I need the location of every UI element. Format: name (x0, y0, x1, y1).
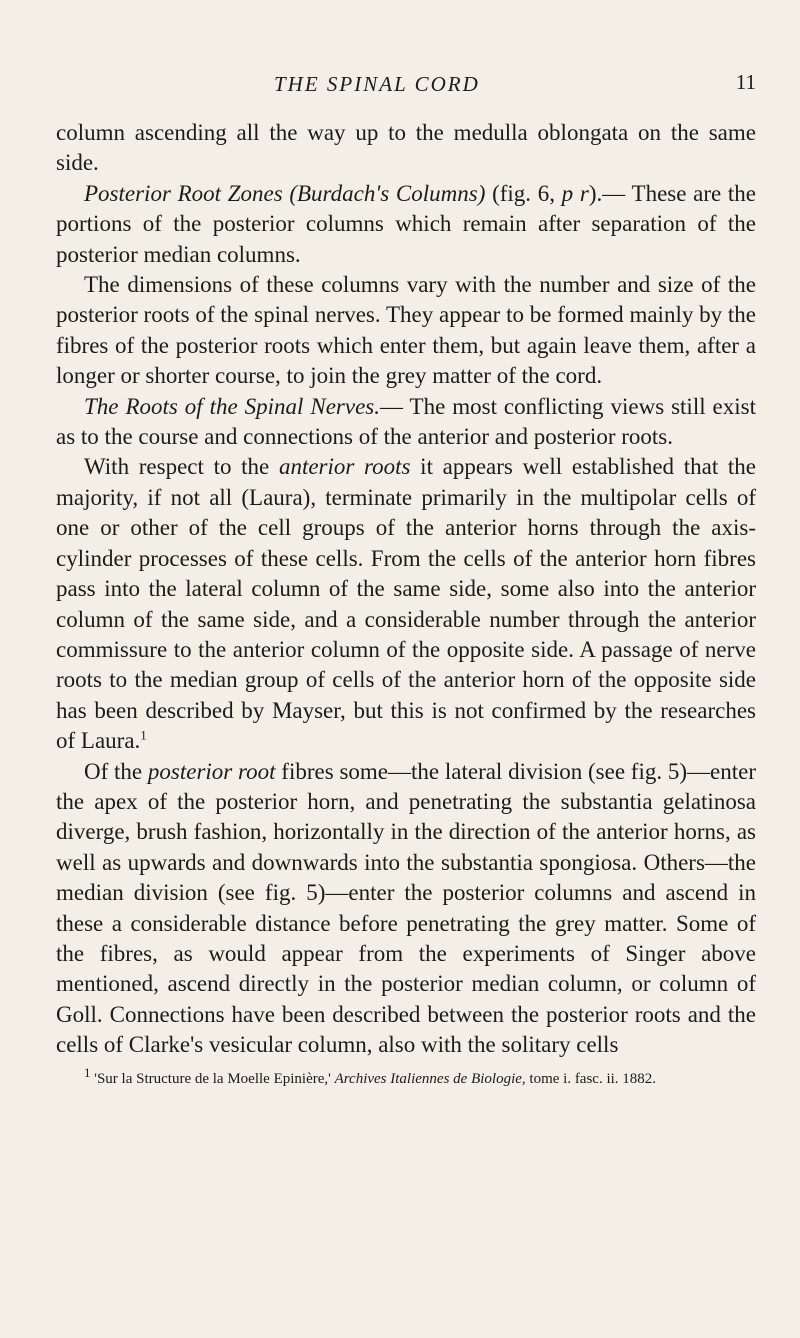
footnote-journal: Archives Italiennes de Biologie, (334, 1070, 526, 1087)
footnote-separator (56, 1061, 756, 1069)
paragraph-posterior-roots (56, 757, 756, 1061)
footnote-marker: 1 (140, 727, 147, 743)
paragraph-lead: With respect to the (84, 454, 279, 480)
paragraph-text: it appears well established that the majority, if not all (Laura), terminate primarily in the multipolar cells of one or other of the cell groups of the anterior horns through the axis-cylinder processes of these cells. From the cells of the anterior horn fibres pass into the lateral column of the same side, some also into the anterior column of the same side, and a considerable number through the anterior commissure to the anterior column of the opposite side. A passage of nerve roots to the median group of cells of the anterior horn of the opposite side has been described by Mayser, but this is not confirmed by the researches of Laura. (56, 454, 757, 754)
paragraph-text: fibres some—the lateral division (see fig. 5)—enter the apex of the posterior horn, and penetrating the substantia gelatinosa diverge, brush fashion, horizontally in the direction of the anterior horns, as well as upwards and downwards into the substantia spongiosa. Others—the median division (see fig. 5)—enter the posterior columns and ascend in these a considerable distance before penetrating the grey matter. Some of the fibres, as would appear from the experiments of Singer above mentioned, ascend directly in the posterior median column, or column of Goll. Connections have been described between the posterior roots and the cells of Clarke's vesicular column, also with the solitary cells (56, 758, 756, 1058)
paragraph-lead: Of the (84, 758, 148, 784)
paragraph-anterior-roots (56, 452, 756, 756)
section-heading: Posterior Root Zones (Burdach's Columns) (84, 180, 486, 206)
footnote-title: 'Sur la Structure de la Moelle Epinière,' (90, 1070, 335, 1087)
figure-reference-open: (fig. 6, (485, 180, 562, 206)
figure-reference-abbrev: p r (561, 180, 589, 206)
book-page (56, 70, 756, 1090)
page-number: 11 (735, 70, 756, 94)
paragraph-text: These are the portions of the posterior columns which remain after separation of the posterior median columns. (56, 180, 756, 267)
footnote-number: 1 (84, 1064, 91, 1080)
running-title: THE SPINAL CORD (274, 72, 480, 96)
section-heading: The Roots of the Spinal Nerves. (84, 393, 380, 419)
emphasis-posterior-root: posterior root (147, 758, 276, 784)
paragraph-column-dimensions (56, 270, 756, 392)
figure-reference-close: ).— (588, 180, 626, 206)
paragraph-roots-of-spinal-nerves (56, 392, 756, 453)
emphasis-anterior-roots: anterior roots (278, 454, 411, 480)
paragraph-continuation (56, 118, 756, 179)
paragraph-posterior-root-zones (56, 179, 756, 270)
paragraph-text: — The most conflicting views still exist as to the course and connections of the anterior and posterior roots. (56, 393, 756, 450)
footnote-details: tome i. fasc. ii. 1882. (525, 1070, 657, 1087)
footnote (56, 1064, 756, 1090)
running-head (56, 70, 756, 110)
paragraph-text: column ascending all the way up to the medulla oblongata on the same side. (56, 120, 756, 176)
paragraph-text: The dimensions of these columns vary with the number and size of the posterior roots of the spinal nerves. They appear to be formed mainly by the fibres of the posterior roots which enter them, but again leave them, after a longer or shorter course, to join the grey matter of the cord. (56, 272, 756, 389)
